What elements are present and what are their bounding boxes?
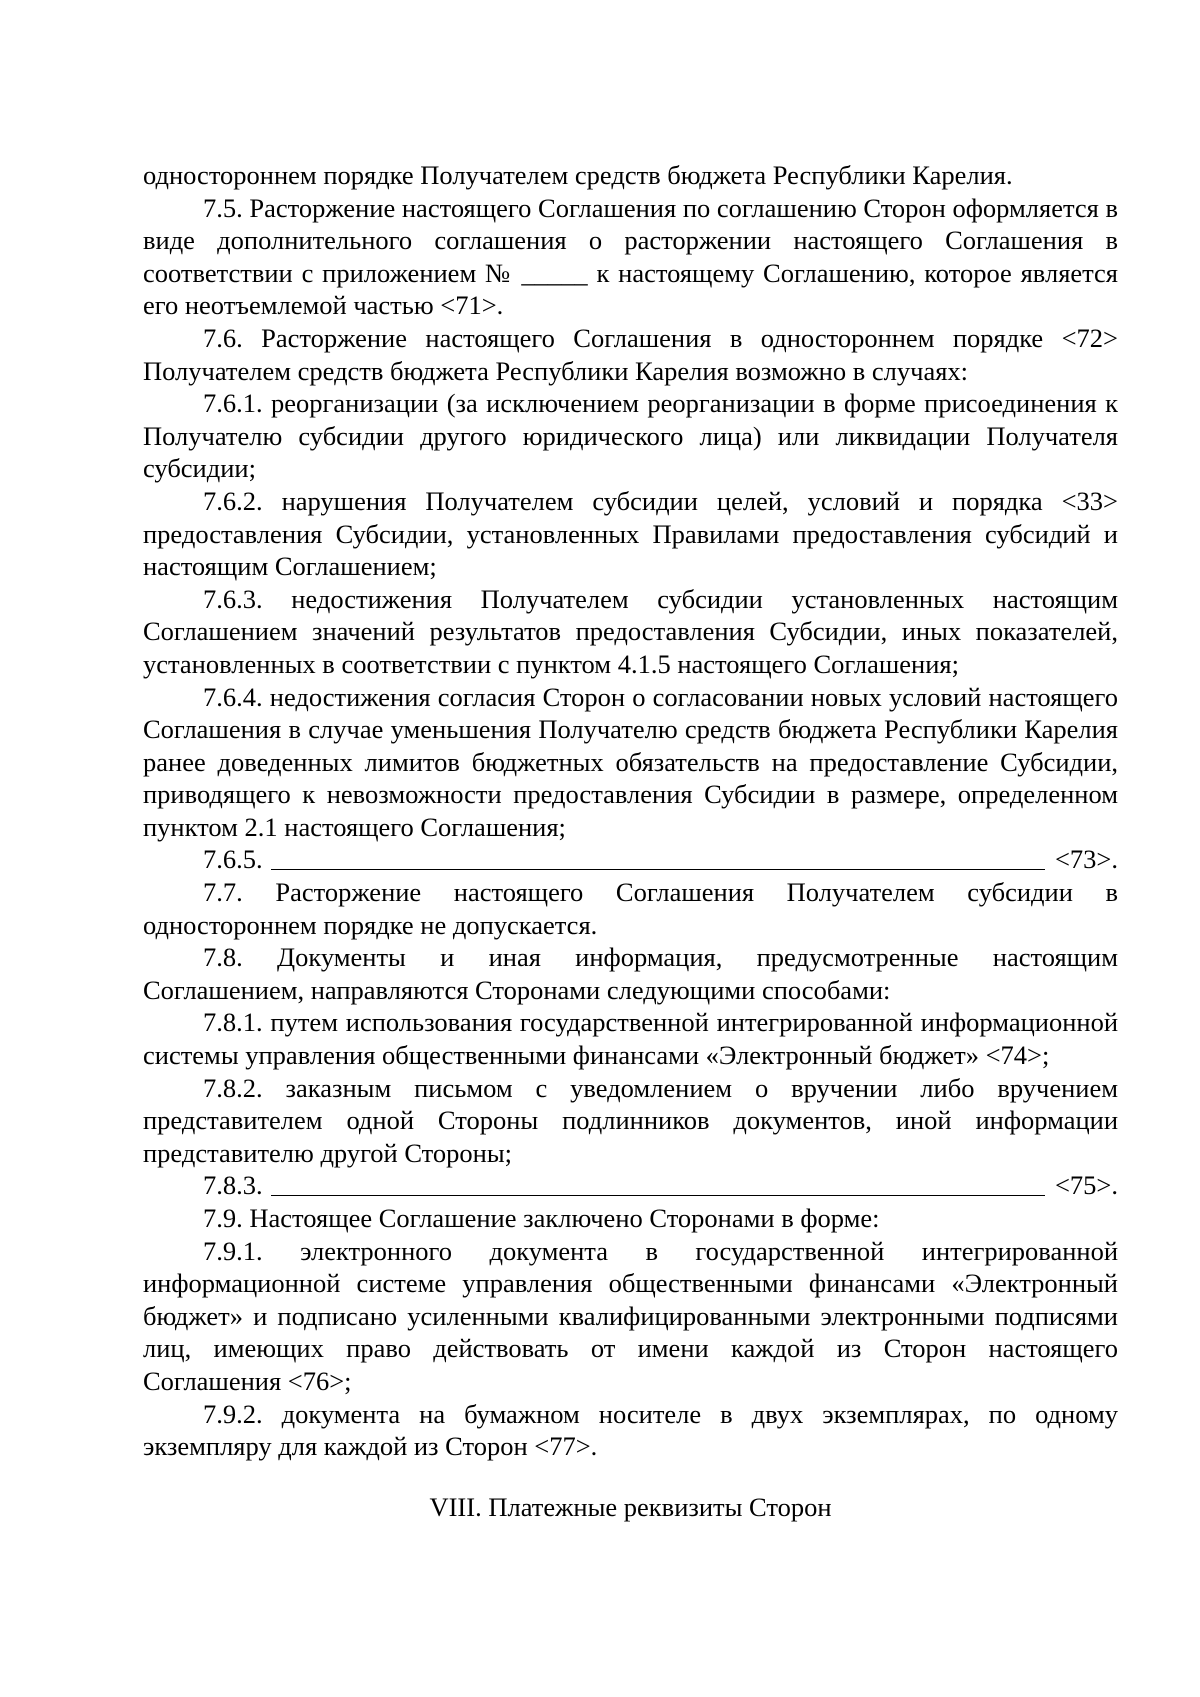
- footnote-ref: <75>.: [1054, 1170, 1118, 1201]
- blank-line: [271, 1195, 1045, 1196]
- paragraph-7-5: 7.5. Расторжение настоящего Соглашения по соглашению Сторон оформляется в виде дополнительного соглашения о расторжении настоящего Соглашения в соответствии с приложением № _____ к настоящему Соглашению, которое является его неотъемлемой частью <71>.: [143, 192, 1118, 321]
- paragraph-7-8-2: 7.8.2. заказным письмом с уведомлением о вручении либо вручением представителем одной Стороны подлинников документов, иной информации представителю другой Стороны;: [143, 1072, 1118, 1168]
- paragraph-7-7: 7.7. Расторжение настоящего Соглашения Получателем субсидии в одностороннем порядке не допускается.: [143, 877, 1118, 940]
- section-heading: VIII. Платежные реквизиты Сторон: [429, 1491, 832, 1522]
- paragraph-7-8-1: 7.8.1. путем использования государственной интегрированной информационной системы управления общественными финансами «Электронный бюджет» <74>;: [143, 1007, 1118, 1071]
- paragraph-7-8-3: [143, 1169, 1118, 1202]
- paragraph-7-9-2: 7.9.2. документа на бумажном носителе в двух экземплярах, по одному экземпляру для каждой из Сторон <77>.: [143, 1398, 1118, 1462]
- paragraph-7-4-end: одностороннем порядке Получателем средств бюджета Республики Карелия.: [143, 160, 1013, 190]
- paragraph-7-6-4: 7.6.4. недостижения согласия Сторон о согласовании новых условий настоящего Соглашения в случае уменьшения Получателю средств бюджета Республики Карелия ранее доведенных лимитов бюджетных обязательств на предоставление Субсидии, приводящего к невозможности предоставления Субсидии в размере, определенном пунктом 2.1 настоящего Соглашения;: [143, 681, 1118, 842]
- paragraph-7-9: 7.9. Настоящее Соглашение заключено Сторонами в форме:: [203, 1203, 880, 1233]
- paragraph-7-6-1: 7.6.1. реорганизации (за исключением реорганизации в форме присоединения к Получателю субсидии другого юридического лица) или ликвидации Получателя субсидии;: [143, 388, 1118, 484]
- paragraph-7-6-3: 7.6.3. недостижения Получателем субсидии установленных настоящим Соглашением значений результатов предоставления Субсидии, иных показателей, установленных в соответствии с пунктом 4.1.5 настоящего Соглашения;: [143, 583, 1118, 679]
- document-page: [143, 159, 1118, 1523]
- paragraph-7-9-1: 7.9.1. электронного документа в государственной интегрированной информационной системе управления общественными финансами «Электронный бюджет» и подписано усиленными квалифицированными электронными подписями лиц, имеющих право действовать от имени каждой из Сторон настоящего Соглашения <76>;: [143, 1235, 1118, 1396]
- paragraph-7-6: 7.6. Расторжение настоящего Соглашения в одностороннем порядке <72> Получателем средств бюджета Республики Карелия возможно в случаях:: [143, 322, 1118, 386]
- blank-line: [271, 869, 1045, 870]
- paragraph-7-6-5: [143, 843, 1118, 876]
- paragraph-7-8: 7.8. Документы и иная информация, предусмотренные настоящим Соглашением, направляются Сторонами следующими способами:: [143, 942, 1118, 1005]
- footnote-ref: <73>.: [1054, 844, 1118, 875]
- item-number: 7.8.3.: [203, 1170, 263, 1201]
- item-number: 7.6.5.: [203, 844, 263, 875]
- paragraph-7-6-2: 7.6.2. нарушения Получателем субсидии целей, условий и порядка <33> предоставления Субсидии, установленных Правилами предоставления субсидий и настоящим Соглашением;: [143, 485, 1118, 582]
